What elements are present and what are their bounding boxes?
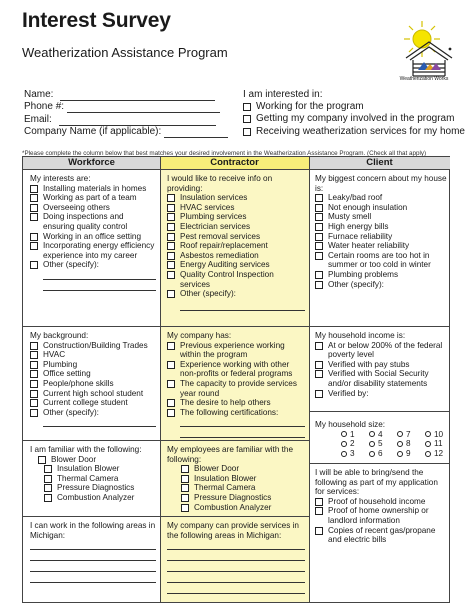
check-item[interactable] xyxy=(167,222,305,232)
checkbox[interactable] xyxy=(243,103,251,111)
check-item[interactable] xyxy=(30,260,156,270)
check-item[interactable] xyxy=(30,341,156,351)
check-item[interactable] xyxy=(167,212,305,222)
interest-option-label: Getting my company involved in the program xyxy=(256,113,455,125)
check-label: Quality Control Inspection services xyxy=(180,269,274,289)
checkbox[interactable] xyxy=(30,213,38,221)
checkbox[interactable] xyxy=(167,399,175,407)
checkbox[interactable] xyxy=(44,484,52,492)
check-item[interactable] xyxy=(167,379,305,398)
radio-button[interactable] xyxy=(397,431,403,437)
check-item[interactable] xyxy=(315,203,447,213)
check-item[interactable] xyxy=(30,464,156,474)
checkbox[interactable] xyxy=(167,213,175,221)
check-item[interactable] xyxy=(30,203,156,213)
check-item[interactable] xyxy=(30,408,156,418)
checkbox[interactable] xyxy=(30,185,38,193)
workforce-areas xyxy=(30,500,156,584)
check-item[interactable] xyxy=(30,369,156,379)
radio-button[interactable] xyxy=(397,451,403,457)
checkbox[interactable] xyxy=(30,380,38,388)
checkbox[interactable] xyxy=(167,290,175,298)
household-size-option[interactable] xyxy=(425,449,453,459)
phone-field[interactable] xyxy=(24,101,228,113)
check-item[interactable] xyxy=(315,222,447,232)
checkbox[interactable] xyxy=(315,361,323,369)
check-label: Combustion Analyzer xyxy=(194,502,272,512)
checkbox[interactable] xyxy=(30,233,38,241)
checkbox[interactable] xyxy=(44,475,52,483)
checkbox[interactable] xyxy=(181,475,189,483)
write-in-line[interactable] xyxy=(180,417,305,427)
radio-button[interactable] xyxy=(341,451,347,457)
write-in-line[interactable] xyxy=(167,551,305,561)
check-label: Verified with pay stubs xyxy=(328,359,410,369)
write-in-line[interactable] xyxy=(167,573,305,583)
household-size-option[interactable] xyxy=(341,439,369,449)
section-divider xyxy=(309,411,450,412)
section-heading: I will be able to bring/send the following as part of my application for services: xyxy=(315,468,438,497)
check-item[interactable] xyxy=(167,360,305,379)
checkbox[interactable] xyxy=(38,456,46,464)
checkbox[interactable] xyxy=(30,399,38,407)
check-label: Office setting xyxy=(43,369,91,379)
checkbox[interactable] xyxy=(30,194,38,202)
checkbox[interactable] xyxy=(315,507,323,515)
checkbox[interactable] xyxy=(167,242,175,250)
check-item[interactable] xyxy=(30,184,156,194)
write-in-line[interactable] xyxy=(167,540,305,550)
check-item[interactable] xyxy=(30,360,156,370)
check-item[interactable] xyxy=(167,341,305,360)
radio-button[interactable] xyxy=(425,431,431,437)
checkbox[interactable] xyxy=(315,390,323,398)
write-in-line[interactable] xyxy=(180,301,305,311)
check-label: Combustion Analyzer xyxy=(57,492,135,502)
email-field[interactable] xyxy=(24,113,228,125)
survey-grid xyxy=(22,156,450,603)
check-item[interactable] xyxy=(315,212,447,222)
write-in-line[interactable] xyxy=(30,562,156,572)
check-item[interactable] xyxy=(30,398,156,408)
check-label: Thermal Camera xyxy=(194,483,256,493)
workforce-equipment xyxy=(30,445,156,503)
check-item[interactable] xyxy=(167,464,305,474)
check-item[interactable] xyxy=(30,212,156,231)
option-label: 4 xyxy=(378,429,383,439)
check-label: Proof of home ownership or landlord information xyxy=(328,506,429,525)
check-item[interactable] xyxy=(315,360,447,370)
section-divider xyxy=(160,516,309,517)
section-heading: I am familiar with the following: xyxy=(30,445,142,454)
check-label: Working in an office setting xyxy=(43,231,142,241)
checkbox[interactable] xyxy=(30,390,38,398)
interest-section xyxy=(243,89,465,138)
checkbox[interactable] xyxy=(167,204,175,212)
write-in-line[interactable] xyxy=(43,281,156,291)
checkbox[interactable] xyxy=(181,504,189,512)
phone-label: Phone #: xyxy=(24,101,65,113)
household-size-option[interactable] xyxy=(369,430,397,440)
option-label: 12 xyxy=(434,448,444,458)
interest-heading: I am interested in: xyxy=(243,89,323,101)
household-size-option[interactable] xyxy=(369,449,397,459)
check-item[interactable] xyxy=(315,341,447,360)
section-heading: My household income is: xyxy=(315,331,406,340)
write-in-line[interactable] xyxy=(43,417,156,427)
option-label: 3 xyxy=(350,448,355,458)
section-heading: I can work in the following areas in Michigan: xyxy=(30,521,156,540)
checkbox[interactable] xyxy=(30,242,38,250)
interest-option-label: Receiving weatherization services for my home xyxy=(256,125,465,137)
check-label: Water heater reliability xyxy=(328,241,410,251)
check-label: Previous experience working within the program xyxy=(180,340,285,360)
check-item[interactable] xyxy=(315,232,447,242)
contractor-header: Contractor xyxy=(160,157,309,170)
check-item[interactable] xyxy=(167,503,305,513)
write-in-line[interactable] xyxy=(30,540,156,550)
checkbox[interactable] xyxy=(315,342,323,350)
checkbox[interactable] xyxy=(243,115,251,123)
check-item[interactable] xyxy=(167,232,305,242)
check-item[interactable] xyxy=(315,193,447,203)
section-heading: I would like to receive info on providing: xyxy=(167,174,273,193)
interest-option[interactable] xyxy=(243,113,465,125)
checkbox[interactable] xyxy=(44,465,52,473)
check-label: Installing materials in homes xyxy=(43,183,147,193)
interest-option[interactable] xyxy=(243,101,465,113)
check-label: Working as part of a team xyxy=(43,193,137,203)
check-item[interactable] xyxy=(167,203,305,213)
weatherization-logo xyxy=(392,18,456,90)
contractor-areas xyxy=(167,521,305,595)
write-in-line[interactable] xyxy=(30,573,156,583)
check-item[interactable] xyxy=(315,251,447,270)
contractor-services xyxy=(167,174,305,312)
phone-input-line[interactable] xyxy=(67,102,220,113)
workforce-header: Workforce xyxy=(23,157,160,170)
write-in-line[interactable] xyxy=(167,584,305,594)
workforce-interests xyxy=(30,174,156,292)
check-item[interactable] xyxy=(315,389,447,399)
checkbox[interactable] xyxy=(315,527,323,535)
checkbox[interactable] xyxy=(181,494,189,502)
check-label: Current college student xyxy=(43,398,128,408)
contractor-equipment xyxy=(167,445,305,512)
check-label: Construction/Building Trades xyxy=(43,340,148,350)
check-label: Thermal Camera xyxy=(57,473,119,483)
company-label: Company Name (if applicable): xyxy=(24,125,162,137)
checkbox[interactable] xyxy=(315,252,323,260)
section-divider xyxy=(309,463,450,464)
checkbox[interactable] xyxy=(167,223,175,231)
checkbox[interactable] xyxy=(315,213,323,221)
checkbox[interactable] xyxy=(30,370,38,378)
write-in-line[interactable] xyxy=(43,270,156,280)
check-label: People/phone skills xyxy=(43,378,114,388)
check-label: Overseeing others xyxy=(43,202,110,212)
instruction-note: *Please complete the column below that best matches your desired involvement in the Weatherization Assistance Program. (Check all that apply) xyxy=(22,150,427,157)
checkbox[interactable] xyxy=(30,351,38,359)
check-item[interactable] xyxy=(167,474,305,484)
option-label: 10 xyxy=(434,429,444,439)
check-item[interactable] xyxy=(315,241,447,251)
check-label: HVAC services xyxy=(180,202,235,212)
radio-button[interactable] xyxy=(369,431,375,437)
check-label: The following certifications: xyxy=(180,407,279,417)
checkbox[interactable] xyxy=(30,261,38,269)
check-label: Insulation services xyxy=(180,193,248,203)
option-label: 5 xyxy=(378,439,383,449)
checkbox[interactable] xyxy=(167,261,175,269)
check-label: The capacity to provide services year round xyxy=(180,378,297,398)
logo-caption: Weatherization Works xyxy=(399,76,449,82)
option-label: 11 xyxy=(434,439,443,449)
check-item[interactable] xyxy=(167,289,305,299)
checkbox[interactable] xyxy=(167,409,175,417)
checkbox[interactable] xyxy=(315,271,323,279)
checkbox[interactable] xyxy=(167,271,175,279)
check-item[interactable] xyxy=(30,483,156,493)
household-size-option[interactable] xyxy=(397,449,425,459)
check-item[interactable] xyxy=(167,251,305,261)
radio-button[interactable] xyxy=(341,431,347,437)
section-divider xyxy=(23,326,160,327)
check-item[interactable] xyxy=(30,241,156,260)
check-item[interactable] xyxy=(30,389,156,399)
household-size-option[interactable] xyxy=(341,449,369,459)
check-item[interactable] xyxy=(315,526,447,545)
column-divider xyxy=(160,157,161,602)
section-heading: My company can provide services in the following areas in Michigan: xyxy=(167,521,299,540)
section-divider xyxy=(309,326,450,327)
check-label: Pressure Diagnostics xyxy=(194,492,272,502)
check-item[interactable] xyxy=(30,474,156,484)
option-label: 8 xyxy=(406,439,411,449)
checkbox[interactable] xyxy=(315,223,323,231)
checkbox[interactable] xyxy=(315,204,323,212)
check-label: Leaky/bad roof xyxy=(328,193,383,203)
check-item[interactable] xyxy=(30,350,156,360)
check-label: Doing inspections and ensuring quality control xyxy=(43,212,128,231)
company-field[interactable] xyxy=(24,126,228,138)
check-label: The desire to help others xyxy=(180,398,271,408)
option-label: 9 xyxy=(406,448,411,458)
section-heading: My employees are familiar with the following: xyxy=(167,445,294,464)
section-divider xyxy=(160,440,309,441)
check-label: Incorporating energy efficiency experience into my career xyxy=(43,241,155,260)
contact-fields xyxy=(24,89,228,138)
check-label: Experience working with other non-profits or federal programs xyxy=(180,359,293,379)
workforce-background xyxy=(30,331,156,428)
check-label: Verified with Social Security and/or disability statements xyxy=(328,369,429,388)
household-size-option[interactable] xyxy=(425,439,453,449)
radio-button[interactable] xyxy=(397,441,403,447)
checkbox[interactable] xyxy=(315,281,323,289)
email-label: Email: xyxy=(24,113,52,125)
section-heading: My household size: xyxy=(315,420,386,429)
column-divider xyxy=(309,157,310,602)
check-label: Plumbing xyxy=(43,359,78,369)
household-size-option[interactable] xyxy=(397,439,425,449)
name-label: Name: xyxy=(24,89,54,101)
check-label: Insulation Blower xyxy=(194,473,257,483)
checkbox[interactable] xyxy=(167,233,175,241)
section-heading: My biggest concern about my house is: xyxy=(315,174,447,193)
option-label: 6 xyxy=(378,448,383,458)
section-divider xyxy=(23,440,160,441)
check-label: Asbestos remediation xyxy=(180,250,259,260)
check-label: Other (specify): xyxy=(180,289,236,299)
radio-button[interactable] xyxy=(341,441,347,447)
check-item[interactable] xyxy=(315,497,447,507)
radio-button[interactable] xyxy=(425,441,431,447)
checkbox[interactable] xyxy=(167,342,175,350)
check-item[interactable] xyxy=(30,455,156,465)
check-item[interactable] xyxy=(167,193,305,203)
check-label: Roof repair/replacement xyxy=(180,241,268,251)
checkbox[interactable] xyxy=(181,484,189,492)
checkbox[interactable] xyxy=(30,409,38,417)
check-item[interactable] xyxy=(30,379,156,389)
household-size-option[interactable] xyxy=(397,430,425,440)
house-sun-icon xyxy=(392,18,456,78)
survey-title: Interest Survey xyxy=(22,9,171,32)
checkbox[interactable] xyxy=(315,233,323,241)
check-label: Pest removal services xyxy=(180,231,261,241)
household-size-option[interactable] xyxy=(425,430,453,440)
section-heading: My background: xyxy=(30,331,89,340)
check-label: High energy bills xyxy=(328,221,389,231)
email-input-line[interactable] xyxy=(59,115,216,126)
checkbox[interactable] xyxy=(30,204,38,212)
household-size-option[interactable] xyxy=(341,430,369,440)
client-income xyxy=(315,331,447,398)
check-label: Other (specify): xyxy=(43,407,99,417)
radio-button[interactable] xyxy=(369,451,375,457)
check-label: Copies of recent gas/propane and electric bills xyxy=(328,525,436,545)
option-label: 7 xyxy=(406,429,411,439)
write-in-line[interactable] xyxy=(167,562,305,572)
check-label: Insulation Blower xyxy=(57,464,120,474)
check-label: Energy Auditing services xyxy=(180,260,270,270)
check-label: Verified by: xyxy=(328,388,369,398)
radio-button[interactable] xyxy=(425,451,431,457)
checkbox[interactable] xyxy=(30,342,38,350)
check-label: Plumbing services xyxy=(180,212,247,222)
interest-option[interactable] xyxy=(243,126,465,138)
check-label: HVAC xyxy=(43,350,66,360)
check-label: Electrician services xyxy=(180,221,251,231)
name-field[interactable] xyxy=(24,89,228,101)
option-label: 2 xyxy=(350,439,355,449)
check-label: Other (specify): xyxy=(43,260,99,270)
check-label: Plumbing problems xyxy=(328,269,399,279)
check-item[interactable] xyxy=(167,270,305,289)
contractor-company xyxy=(167,331,305,439)
client-household-size xyxy=(315,420,447,458)
checkbox[interactable] xyxy=(167,380,175,388)
client-header: Client xyxy=(309,157,450,170)
checkbox[interactable] xyxy=(315,370,323,378)
write-in-line[interactable] xyxy=(30,551,156,561)
checkbox[interactable] xyxy=(315,498,323,506)
check-label: Other (specify): xyxy=(328,279,384,289)
check-label: Not enough insulation xyxy=(328,202,408,212)
check-label: Blower Door xyxy=(194,464,240,474)
name-input-line[interactable] xyxy=(60,90,215,101)
check-item[interactable] xyxy=(315,369,447,388)
check-item[interactable] xyxy=(167,241,305,251)
check-label: Blower Door xyxy=(51,454,97,464)
interest-option-label: Working for the program xyxy=(256,101,364,113)
check-label: Furnace reliability xyxy=(328,231,393,241)
check-label: Current high school student xyxy=(43,388,144,398)
check-label: Proof of household income xyxy=(328,496,426,506)
section-heading: My company has: xyxy=(167,331,232,340)
client-documents xyxy=(315,468,447,545)
household-size-option[interactable] xyxy=(369,439,397,449)
check-label: Pressure Diagnostics xyxy=(57,483,135,493)
option-label: 1 xyxy=(350,429,355,439)
check-item[interactable] xyxy=(167,260,305,270)
checkbox[interactable] xyxy=(167,361,175,369)
check-label: Musty smell xyxy=(328,212,372,222)
household-size-options xyxy=(341,430,447,459)
checkbox[interactable] xyxy=(243,128,251,136)
check-label: Certain rooms are too hot in summer or too cold in winter xyxy=(328,250,431,270)
check-label: At or below 200% of the federal poverty level xyxy=(328,340,443,360)
check-item[interactable] xyxy=(30,193,156,203)
client-concerns xyxy=(315,174,447,289)
section-divider xyxy=(160,326,309,327)
checkbox[interactable] xyxy=(315,242,323,250)
section-heading: My interests are: xyxy=(30,174,91,183)
check-item[interactable] xyxy=(315,506,447,525)
checkbox[interactable] xyxy=(167,194,175,202)
check-item[interactable] xyxy=(30,232,156,242)
check-item[interactable] xyxy=(315,270,447,280)
check-item[interactable] xyxy=(315,280,447,290)
check-item[interactable] xyxy=(167,398,305,408)
company-input-line[interactable] xyxy=(164,127,228,138)
survey-subtitle: Weatherization Assistance Program xyxy=(22,45,228,60)
checkbox[interactable] xyxy=(30,361,38,369)
radio-button[interactable] xyxy=(369,441,375,447)
checkbox[interactable] xyxy=(181,465,189,473)
checkbox[interactable] xyxy=(167,252,175,260)
checkbox[interactable] xyxy=(315,194,323,202)
write-in-line[interactable] xyxy=(180,428,305,438)
check-item[interactable] xyxy=(167,483,305,493)
check-item[interactable] xyxy=(167,408,305,418)
check-item[interactable] xyxy=(167,493,305,503)
